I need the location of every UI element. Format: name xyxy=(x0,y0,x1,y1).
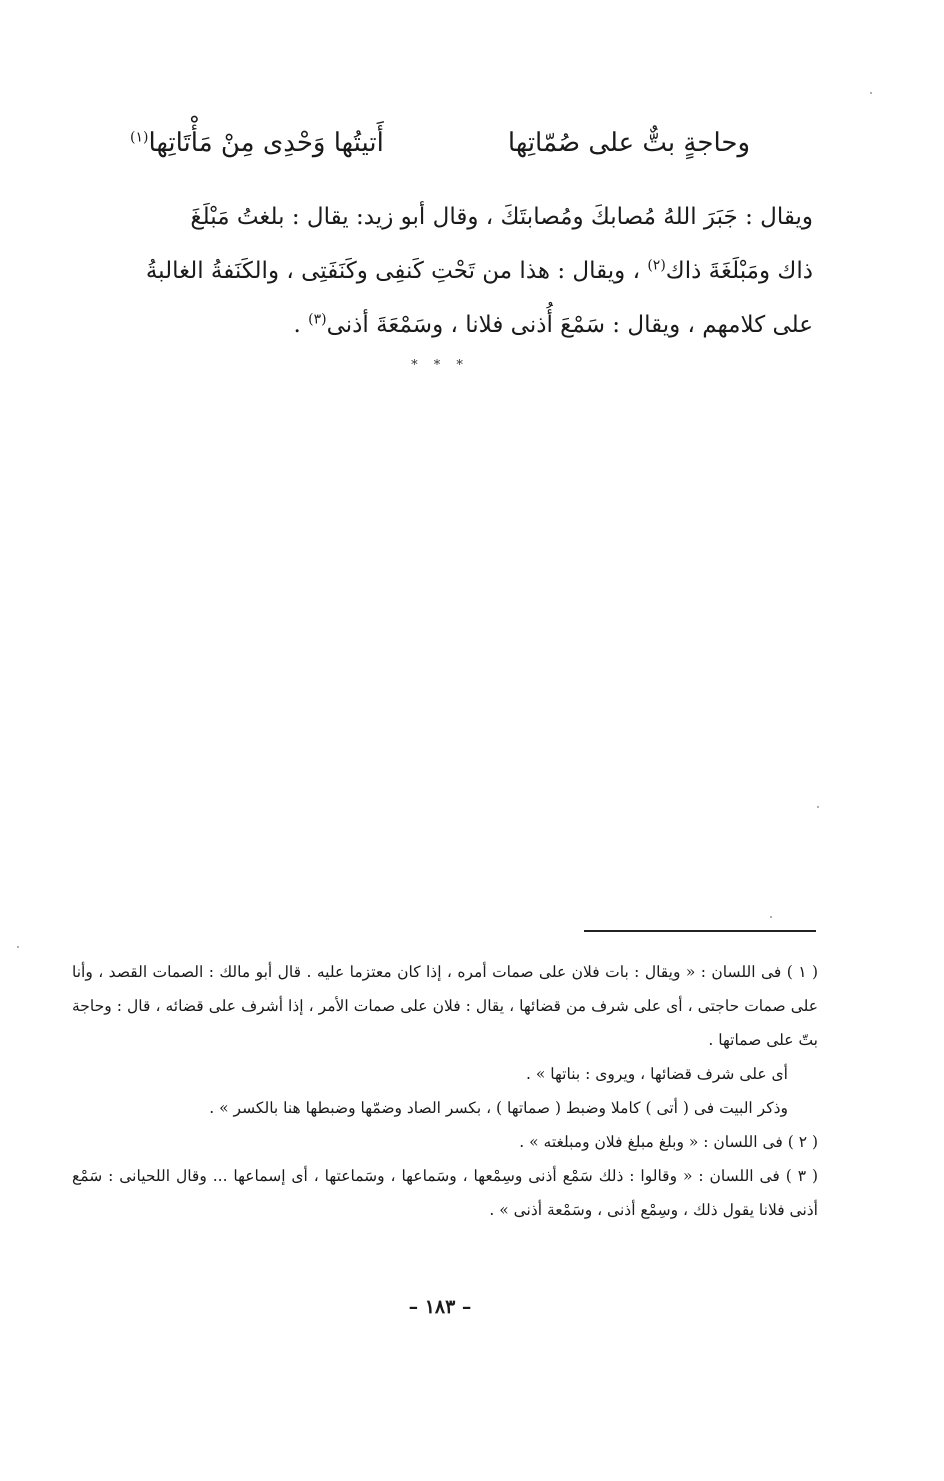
verse-second-hemistich xyxy=(130,128,384,158)
footnote-2: ( ٢ ) فى اللسان : « وبلغ مبلغ فلان ومبلغته » . xyxy=(519,1133,818,1151)
body-paragraph xyxy=(108,190,813,352)
footnote-marker-3: (٣) xyxy=(308,311,327,328)
body-line-2-end: ، ويقال : هذا من تَحْتِ كَنفِى وكَنَفَتِى ، والكَنَفةُ الغالبةُ xyxy=(145,258,648,284)
verse-first-hemistich: وحاجةٍ بتٌّ على صُمّاتِها xyxy=(507,128,750,158)
poetry-verse xyxy=(130,128,750,172)
scan-speck xyxy=(17,946,19,948)
scan-speck xyxy=(870,92,872,94)
footnotes xyxy=(72,955,818,1227)
footnote-marker-2: (٢) xyxy=(647,257,666,274)
body-line-1: ويقال : جَبَرَ اللهُ مُصابكَ ومُصابتَكَ ، وقال أبو زيد: يقال : بلغتُ مَبْلَغَ xyxy=(190,204,813,230)
body-line-3-start: على كلامهم ، ويقال : سَمْعَ أُذنى فلانا ، وسَمْعَةَ أذنى xyxy=(326,312,813,338)
page-number: – ١٨٣ – xyxy=(408,1296,472,1318)
footnote-1-continuation: أى على شرف قضائها ، ويروى : بناتها » . xyxy=(526,1065,788,1083)
footnote-rule xyxy=(584,930,816,932)
body-line-2 xyxy=(108,244,813,298)
footnote-marker-1: (١) xyxy=(130,129,149,146)
footnote-1: ( ١ ) فى اللسان : « ويقال : بات فلان على صمات أمره ، إذا كان معتزما عليه . قال أبو مالك : الصمات القصد ، وأنا على صمات حاجتى ، أى على شرف من قضائها ، يقال : فلان على صمات الأمر ، إذا أشرف على قضائه ، قال : وحاجة بتّ على صماتها . xyxy=(72,963,818,1049)
body-line-3-end: . xyxy=(293,312,309,338)
section-separator: * * * xyxy=(411,358,469,373)
body-line-2-start: ذاك ومَبْلَغَةَ ذاك xyxy=(665,258,813,284)
scan-speck xyxy=(770,916,772,918)
verse-second-hemistich-text: أَتيتُها وَحْدِى مِنْ مَأْتَاتِها xyxy=(148,128,384,158)
footnote-1-note: وذكر البيت فى ( أتى ) كاملا وضبط ( صماتها ) ، بكسر الصاد وضمّها وضبطها هنا بالكسر » . xyxy=(209,1099,788,1117)
scan-speck xyxy=(817,806,819,808)
body-line-3 xyxy=(108,298,813,352)
footnote-3: ( ٣ ) فى اللسان : « وقالوا : ذلك سَمْع أذنى وسِمْعها ، وسَماعها ، وسَماعتها ، أى إسماعها ... وقال اللحيانى : سَمْع أذنى فلانا يقول ذلك ، وسِمْع أذنى ، وسَمْعة أذنى » . xyxy=(72,1167,818,1219)
